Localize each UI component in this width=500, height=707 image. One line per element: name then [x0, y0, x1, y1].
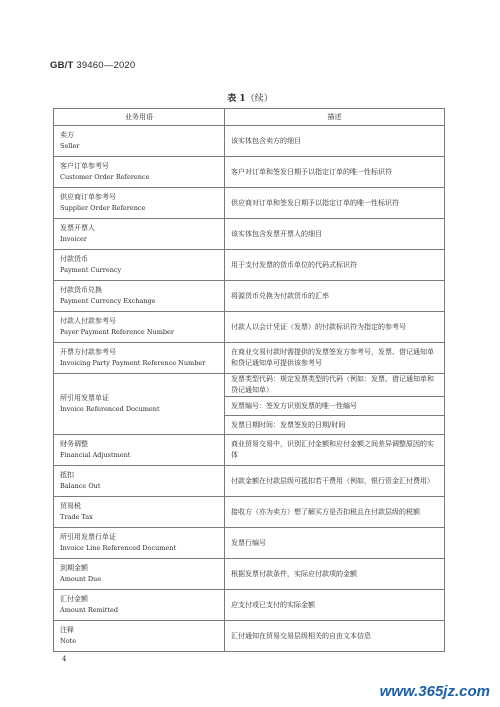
term-chinese: 注释 — [60, 626, 74, 634]
table-row — [54, 435, 445, 466]
description-text: 接收方（亦为卖方）想了解买方是否扣税且在付款层级的税额 — [231, 507, 420, 516]
term-cell — [54, 219, 225, 250]
term-english: Invoicer — [60, 235, 88, 243]
description-text: 用于支付发票的货币单位的代码式标识符 — [231, 260, 357, 269]
description-cell — [225, 188, 445, 219]
term-chinese: 到期金额 — [60, 564, 88, 572]
table-row — [54, 188, 445, 219]
description-text: 应支付或已支付的实际金额 — [231, 600, 315, 609]
description-text: 将源货币兑换为付款货币的汇率 — [231, 291, 329, 300]
term-cell — [54, 528, 225, 559]
description-text: 该实体包含发票开票人的细目 — [231, 229, 322, 238]
description-cell — [225, 497, 445, 528]
term-chinese: 付款货币兑换 — [60, 286, 102, 294]
table-row — [54, 374, 445, 397]
description-cell — [225, 126, 445, 157]
description-cell — [225, 157, 445, 188]
description-text: 发票行编号 — [231, 538, 266, 547]
table-row — [54, 312, 445, 343]
term-english: Invoice Referenced Document — [60, 405, 160, 413]
term-cell — [54, 466, 225, 497]
description-cell — [225, 374, 445, 397]
description-cell — [225, 559, 445, 590]
description-cell — [225, 250, 445, 281]
term-english: Invoicing Party Payment Reference Number — [60, 359, 206, 367]
term-english: Trade Tax — [60, 513, 93, 521]
term-chinese: 发票开票人 — [60, 224, 95, 232]
description-cell — [225, 435, 445, 466]
description-cell — [225, 590, 445, 621]
term-chinese: 付款货币 — [60, 255, 88, 263]
description-cell — [225, 219, 445, 250]
term-cell — [54, 435, 225, 466]
standard-number: 39460—2020 — [76, 60, 136, 71]
term-cell — [54, 250, 225, 281]
term-english: Invoice Line Referenced Document — [60, 544, 177, 552]
term-chinese: 财务调整 — [60, 440, 88, 448]
term-chinese: 抵扣 — [60, 471, 74, 479]
term-english: Payment Currency Exchange — [60, 297, 156, 305]
term-cell — [54, 497, 225, 528]
term-english: Amount Due — [60, 575, 102, 583]
term-cell — [54, 157, 225, 188]
description-text: 商业贸易交易中，识别汇付金额和应付金额之间差异调整原因的实体 — [231, 440, 434, 459]
description-cell — [225, 621, 445, 652]
table-row — [54, 528, 445, 559]
table-header-row — [54, 109, 445, 126]
table-row — [54, 497, 445, 528]
description-cell — [225, 397, 445, 416]
description-cell — [225, 312, 445, 343]
term-english: Note — [60, 637, 77, 645]
term-english: Payment Currency — [60, 266, 122, 274]
term-cell — [54, 126, 225, 157]
term-cell — [54, 590, 225, 621]
term-chinese: 所引用发票单证 — [60, 394, 109, 402]
table-row — [54, 590, 445, 621]
table-row — [54, 250, 445, 281]
term-cell — [54, 374, 225, 435]
site-watermark: www.365jz.com — [379, 683, 490, 700]
description-text: 付款人以会计凭证（发票）的付款标识符为指定的参考号 — [231, 322, 406, 331]
term-chinese: 供应商订单参考号 — [60, 193, 116, 201]
description-text: 发票类型代码：规定发票类型的代码（例如：发票、借记通知单和贷记通知单） — [231, 375, 434, 394]
description-text: 汇付通知在贸易交易层级相关的自由文本信息 — [231, 631, 371, 640]
term-cell — [54, 621, 225, 652]
description-text: 根据发票付款条件，实际应付款项的金额 — [231, 569, 357, 578]
term-english: Customer Order Reference — [60, 173, 150, 181]
term-english: Financial Adjustment — [60, 451, 131, 459]
description-text: 发票编号：签发方识别发票的唯一性编号 — [231, 401, 357, 410]
table-caption-label: 表 1 — [227, 94, 246, 104]
term-cell — [54, 281, 225, 312]
description-cell — [225, 466, 445, 497]
table-row — [54, 559, 445, 590]
term-english: Supplier Order Reference — [60, 204, 146, 212]
terms-table — [53, 108, 445, 652]
description-cell — [225, 416, 445, 435]
term-chinese: 卖方 — [60, 131, 74, 139]
term-english: Amount Remitted — [60, 606, 119, 614]
term-english: Balance Out — [60, 482, 101, 490]
table-row — [54, 126, 445, 157]
table-row — [54, 621, 445, 652]
term-cell — [54, 188, 225, 219]
table-caption — [0, 91, 500, 104]
description-cell — [225, 281, 445, 312]
term-chinese: 贸易税 — [60, 502, 81, 510]
term-cell — [54, 343, 225, 374]
table-row — [54, 466, 445, 497]
description-text: 该实体包含卖方的细目 — [231, 136, 301, 145]
page-number: 4 — [62, 655, 67, 663]
term-chinese: 客户订单参考号 — [60, 162, 109, 170]
description-text: 供应商对订单和签发日期予以指定订单的唯一性标识符 — [231, 198, 399, 207]
table-row — [54, 343, 445, 374]
table-caption-continued: （续） — [245, 94, 273, 104]
description-cell — [225, 343, 445, 374]
term-chinese: 开票方付款参考号 — [60, 348, 116, 356]
term-chinese: 所引用发票行单证 — [60, 533, 116, 541]
table-row — [54, 281, 445, 312]
table-row — [54, 219, 445, 250]
table-row — [54, 157, 445, 188]
description-text: 发票日期时间：发票签发的日期/时间 — [231, 420, 346, 429]
term-chinese: 汇付金额 — [60, 595, 88, 603]
column-header-term: 业务用语 — [54, 109, 225, 126]
standard-prefix: GB/T — [50, 60, 74, 71]
description-text: 客户对订单和签发日期予以指定订单的唯一性标识符 — [231, 167, 392, 176]
table-body — [54, 126, 445, 652]
description-text: 付款金额在付款层级可抵扣若干费用（例如，银行资金汇付费用） — [231, 476, 434, 485]
term-english: Payer Payment Reference Number — [60, 328, 174, 336]
term-cell — [54, 559, 225, 590]
description-text: 在商业交易付款时需提供的发票签发方参考号，发票、借记通知单和贷记通知单可提供该参考号 — [231, 348, 434, 367]
term-chinese: 付款人付款参考号 — [60, 317, 116, 325]
standard-number-header — [50, 60, 135, 71]
term-cell — [54, 312, 225, 343]
description-cell — [225, 528, 445, 559]
column-header-description: 描述 — [225, 109, 445, 126]
term-english: Seller — [60, 142, 80, 150]
